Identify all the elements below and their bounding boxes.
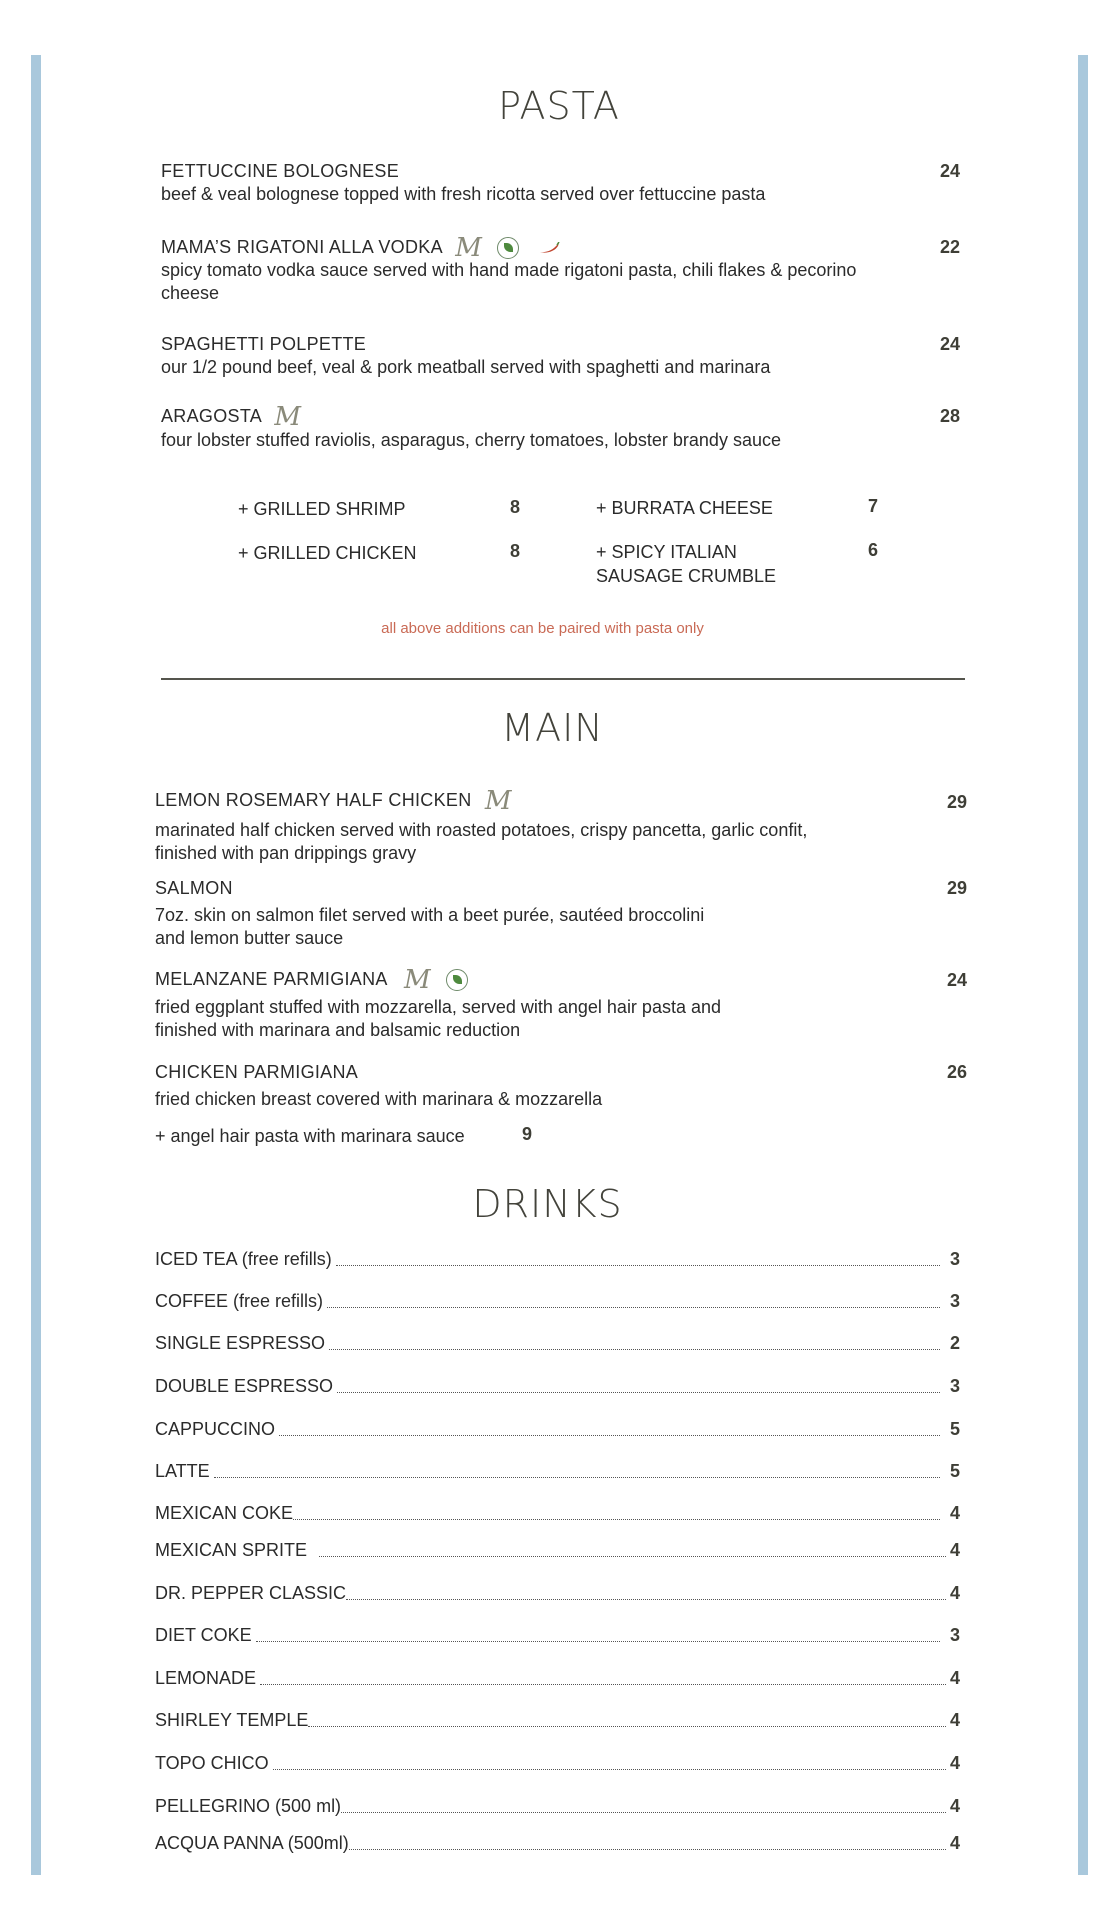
dot-leader [214,1477,940,1478]
menu-item-description [155,996,721,1042]
description-line: marinated half chicken served with roasted potatoes, crispy pancetta, garlic confit, [155,820,808,840]
dot-leader [336,1265,940,1266]
dot-leader [273,1769,946,1770]
dot-leader [337,1392,940,1393]
addition-label-line: SAUSAGE CRUMBLE [596,566,777,586]
vegetarian-leaf-icon [497,237,519,259]
menu-item-price: 22 [939,237,960,257]
drink-price: 3 [949,1291,960,1311]
menu-item-row [161,233,560,264]
drink-name: SINGLE ESPRESSO [155,1333,326,1353]
drink-name: LEMONADE [155,1668,257,1688]
drink-row [155,1502,960,1524]
menu-item-description: spicy tomato vodka sauce served with hand made rigatoni pasta, chili flakes & pecorino cheese [161,260,857,303]
menu-item-row [155,786,508,817]
menu-item-name: FETTUCCINE BOLOGNESE [161,161,400,181]
drink-price: 3 [949,1249,960,1269]
drink-row [155,1709,960,1731]
drink-row [155,1832,960,1854]
menu-item-description: our 1/2 pound beef, veal & pork meatball served with spaghetti and marinara [161,357,771,377]
dot-leader [256,1641,940,1642]
menu-item-price: 26 [946,1062,967,1082]
menu-item-price: 29 [946,792,967,812]
addition-price: 6 [868,540,879,560]
drink-row [155,1624,960,1646]
dot-leader [260,1684,946,1685]
drink-name: PELLEGRINO (500 ml) [155,1796,342,1816]
main-addon-price: 9 [522,1124,533,1144]
menu-item-row [155,965,468,996]
dot-leader [349,1849,946,1850]
drink-name: TOPO CHICO [155,1753,269,1773]
menu-item-row [161,402,298,433]
menu-item-price: 24 [939,161,960,181]
drink-name: COFFEE (free refills) [155,1291,324,1311]
spicy-chili-icon [538,242,560,254]
vegetarian-leaf-icon [446,969,468,991]
drink-row [155,1290,960,1312]
mamma-logo-icon: M [455,233,478,264]
drink-price: 3 [949,1376,960,1396]
addition-price: 8 [510,541,521,561]
dot-leader [308,1726,946,1727]
drink-name: MEXICAN COKE [155,1503,294,1523]
drink-price: 3 [949,1625,960,1645]
addition-label: + GRILLED CHICKEN [238,543,417,563]
mamma-logo-icon: M [274,402,298,433]
dot-leader [293,1519,940,1520]
drink-price: 5 [949,1461,960,1481]
drink-name: LATTE [155,1461,210,1481]
menu-item-name: ARAGOSTA [161,406,262,426]
drink-name: MEXICAN SPRITE [155,1540,308,1560]
drink-row [155,1460,960,1482]
drink-name: ICED TEA (free refills) [155,1249,332,1269]
drink-price: 2 [949,1333,960,1353]
addition-label: + GRILLED SHRIMP [238,499,406,519]
dot-leader [319,1556,946,1557]
dot-leader [346,1599,946,1600]
left-border-rail [31,55,41,1875]
pasta-section-title: PASTA [498,84,620,128]
drink-price: 4 [949,1503,960,1523]
menu-item-name: MELANZANE PARMIGIANA [155,969,387,989]
drink-name: DIET COKE [155,1625,252,1645]
menu-item-description: fried chicken breast covered with marinara & mozzarella [155,1089,603,1109]
addition-price: 7 [868,496,879,516]
drink-price: 4 [949,1753,960,1773]
right-border-rail [1078,55,1088,1875]
addition-price: 8 [510,497,521,517]
drink-name: DOUBLE ESPRESSO [155,1376,334,1396]
description-line: fried eggplant stuffed with mozzarella, served with angel hair pasta and [155,997,721,1017]
menu-item-name: CHICKEN PARMIGIANA [155,1062,359,1082]
drink-row [155,1667,960,1689]
menu-item-description: beef & veal bolognese topped with fresh ricotta served over fettuccine pasta [161,184,766,204]
menu-item-description: four lobster stuffed raviolis, asparagus, cherry tomatoes, lobster brandy sauce [161,430,781,450]
menu-item-name: SALMON [155,878,233,898]
mamma-logo-icon: M [484,786,508,817]
drink-row [155,1375,960,1397]
drink-row [155,1539,960,1561]
description-line: 7oz. skin on salmon filet served with a beet purée, sautéed broccolini [155,905,705,925]
mamma-logo-icon: M [404,965,427,996]
menu-item-name: SPAGHETTI POLPETTE [161,334,367,354]
drink-row [155,1752,960,1774]
drink-name: ACQUA PANNA (500ml) [155,1833,349,1853]
menu-item-description [155,904,704,950]
menu-item-name: MAMA’S RIGATONI ALLA VODKA [161,237,442,257]
drink-name: CAPPUCCINO [155,1419,276,1439]
drink-price: 4 [949,1540,960,1560]
main-section-title: MAIN [501,706,604,750]
menu-item-price: 24 [946,970,967,990]
drink-row [155,1332,960,1354]
drink-price: 4 [949,1710,960,1730]
dot-leader [279,1435,940,1436]
drink-price: 4 [949,1583,960,1603]
dot-leader [341,1812,946,1813]
drink-row [155,1582,960,1604]
menu-item-price: 24 [939,334,960,354]
addition-label [596,540,776,588]
main-addon-label: + angel hair pasta with marinara sauce [155,1126,465,1146]
menu-item-price: 29 [946,878,967,898]
dot-leader [329,1349,940,1350]
additions-note: all above additions can be paired with pasta only [381,620,704,637]
drink-row [155,1248,960,1270]
menu-item-name: LEMON ROSEMARY HALF CHICKEN [155,790,472,810]
menu-item-price: 28 [939,406,960,426]
dot-leader [327,1307,940,1308]
description-line: finished with marinara and balsamic reduction [155,1020,521,1040]
addition-label-line: + SPICY ITALIAN [596,542,737,562]
drink-price: 4 [949,1796,960,1816]
drink-row [155,1418,960,1440]
drink-price: 5 [949,1419,960,1439]
description-line: and lemon butter sauce [155,928,344,948]
menu-item-description [155,819,807,865]
drink-name: DR. PEPPER CLASSIC [155,1583,347,1603]
drink-row [155,1795,960,1817]
description-line: finished with pan drippings gravy [155,843,417,863]
drink-price: 4 [949,1833,960,1853]
section-divider [161,678,965,680]
drink-name: SHIRLEY TEMPLE [155,1710,309,1730]
addition-label: + BURRATA CHEESE [596,498,773,518]
drink-price: 4 [949,1668,960,1688]
drinks-section-title: DRINKS [472,1182,623,1226]
